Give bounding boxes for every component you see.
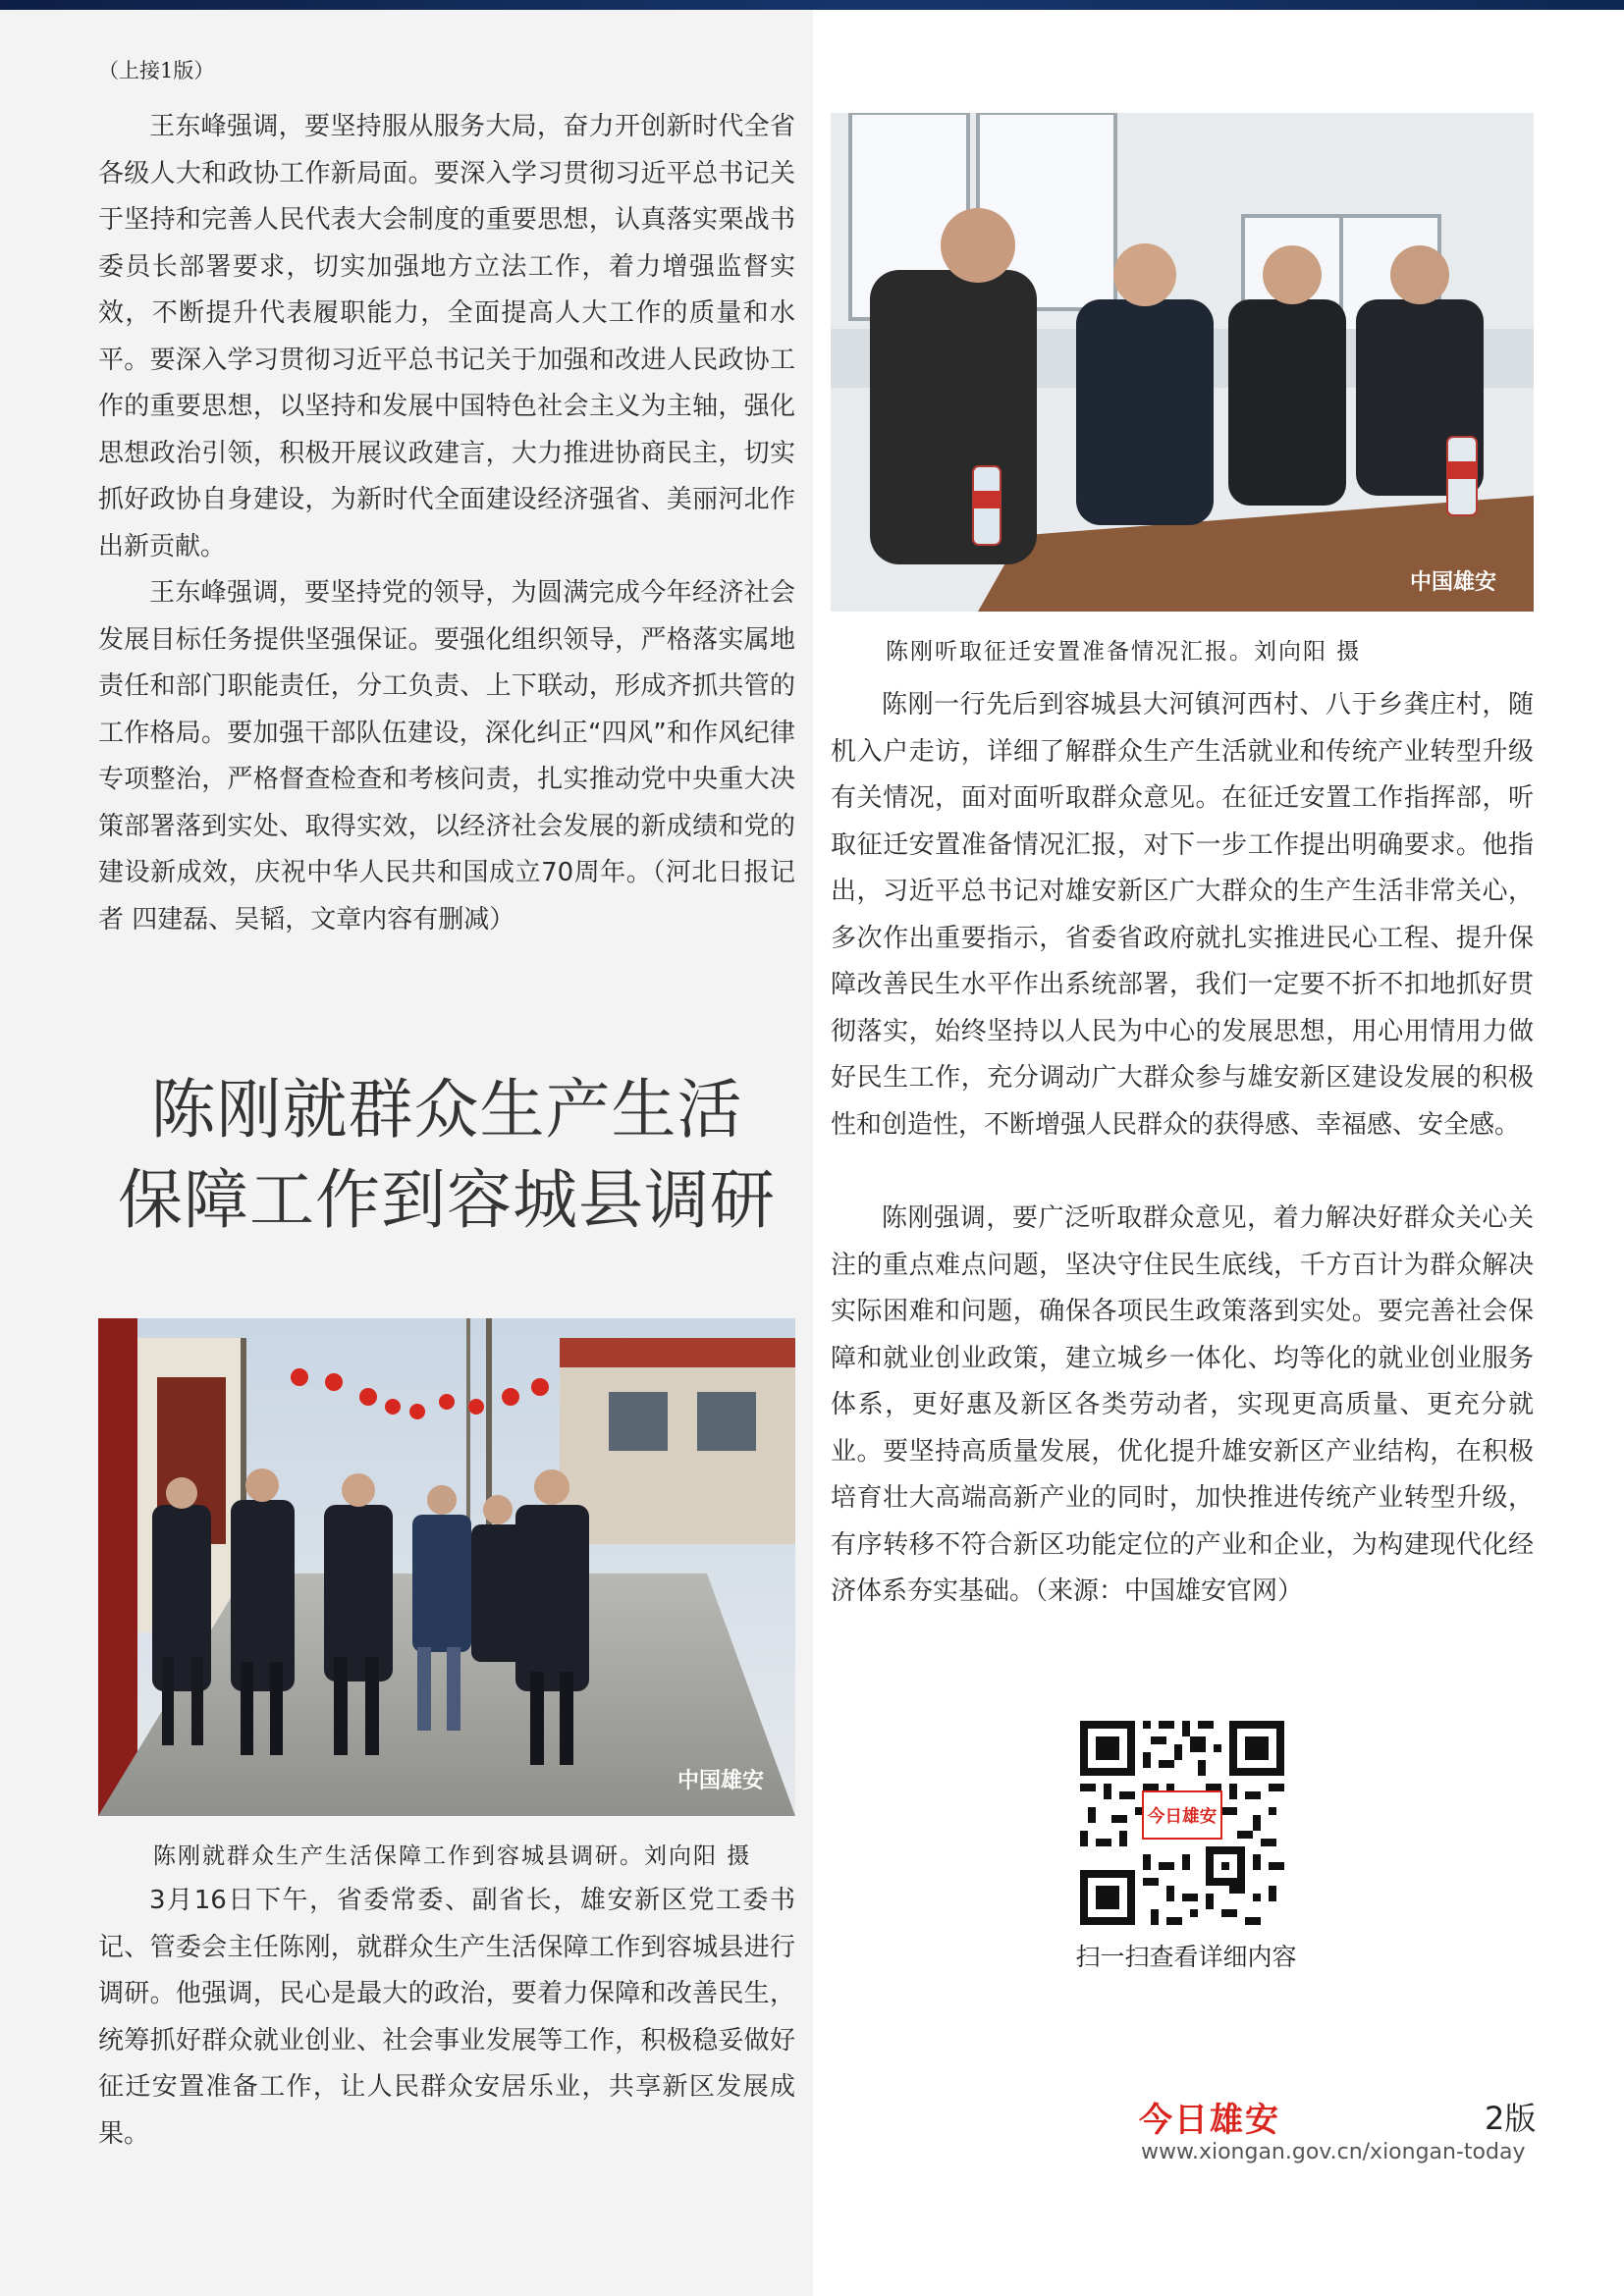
headline-line-1: 陈刚就群众生产生活 xyxy=(150,1072,743,1148)
qr-code-icon[interactable] xyxy=(1080,1721,1284,1925)
photo-watermark-right: 中国雄安 xyxy=(1410,569,1497,595)
photo-briefing-image xyxy=(831,113,1534,612)
qr-caption: 扫一扫查看详细内容 xyxy=(1075,1943,1297,1971)
article-paragraph-3: 3月16日下午，省委常委、副省长，雄安新区党工委书记、管委会主任陈刚，就群众生产生活保障工作到容城县进行调研。他强调，民心是最大的政治，要着力保障和改善民生，统筹抓好群众就业创业、社会事业发展等工作，积极稳妥做好征迁安置准备工作，让人民群众安居乐业，共享新区发展成果。 xyxy=(98,1886,795,2149)
qr-code-graphic xyxy=(1080,1721,1284,1925)
photo-watermark-left: 中国雄安 xyxy=(677,1768,765,1793)
article-paragraph-5: 陈刚强调，要广泛听取群众意见，着力解决好群众关心关注的重点难点问题，坚决守住民生底线，千方百计为群众解决实际困难和问题，确保各项民生政策落到实处。要完善社会保障和就业创业政策，建立城乡一体化、均等化的就业创业服务体系，更好惠及新区各类劳动者，实现更高质量、更充分就业。要坚持高质量发展，优化提升雄安新区产业结构，在积极培育壮大高端高新产业的同时，加快推进传统产业转型升级，有序转移不符合新区功能定位的产业和企业，为构建现代化经济体系夯实基础。（来源：中国雄安官网） xyxy=(831,1203,1534,1606)
article-paragraph-1: 王东峰强调，要坚持服从服务大局，奋力开创新时代全省各级人大和政协工作新局面。要深入学习贯彻习近平总书记关于坚持和完善人民代表大会制度的重要思想，认真落实栗战书委员长部署要求，切实加强地方立法工作，着力增强监督实效，不断提升代表履职能力，全面提高人大工作的质量和水平。要深入学习贯彻习近平总书记关于加强和改进人民政协工作的重要思想，以坚持和发展中国特色社会主义为主轴，强化思想政治引领，积极开展议政建言，大力推进协商民主，切实抓好政协自身建设，为新时代全面建设经济强省、美丽河北作出新贡献。 xyxy=(98,112,795,561)
article-paragraph-2: 王东峰强调，要坚持党的领导，为圆满完成今年经济社会发展目标任务提供坚强保证。要强化组织领导，严格落实属地责任和部门职能责任，分工负责、上下联动，形成齐抓共管的工作格局。要加强干部队伍建设，深化纠正“四风”和作风纪律专项整治，严格督查检查和考核问责，扎实推动党中央重大决策部署落到实处、取得实效，以经济社会发展的新成绩和党的建设新成效，庆祝中华人民共和国成立70周年。（河北日报记者 四建磊、吴韬，文章内容有删减） xyxy=(98,578,795,934)
photo-right-caption: 陈刚听取征迁安置准备情况汇报。刘向阳 摄 xyxy=(886,639,1362,665)
photo-village-visit xyxy=(98,1318,795,1816)
photo-village-visit-image xyxy=(98,1318,795,1816)
headline xyxy=(98,1065,795,1246)
photo-left-caption: 陈刚就群众生产生活保障工作到容城县调研。刘向阳 摄 xyxy=(153,1843,752,1869)
headline-line-2: 保障工作到容城县调研 xyxy=(118,1162,776,1238)
top-bar xyxy=(0,0,1624,10)
qr-center-label: 今日雄安 xyxy=(1147,1806,1218,1828)
footer-url[interactable]: www.xiongan.gov.cn/xiongan-today xyxy=(1141,2140,1526,2164)
brand-logo: 今日雄安 xyxy=(1139,2101,1280,2140)
photo-briefing xyxy=(831,113,1534,612)
article-paragraph-4: 陈刚一行先后到容城县大河镇河西村、八于乡龚庄村，随机入户走访，详细了解群众生产生活就业和传统产业转型升级有关情况，面对面听取群众意见。在征迁安置工作指挥部，听取征迁安置准备情况汇报，对下一步工作提出明确要求。他指出，习近平总书记对雄安新区广大群众的生产生活非常关心，多次作出重要指示，省委省政府就扎实推进民心工程、提升保障改善民生水平作出系统部署，我们一定要不折不扣地抓好贯彻落实，始终坚持以人民为中心的发展思想，用心用情用力做好民生工作，充分调动广大群众参与雄安新区建设发展的积极性和创造性，不断增强人民群众的获得感、幸福感、安全感。 xyxy=(831,690,1534,1140)
continue-tag: （上接1版） xyxy=(98,59,215,82)
page-number: 2版 xyxy=(1485,2100,1537,2137)
